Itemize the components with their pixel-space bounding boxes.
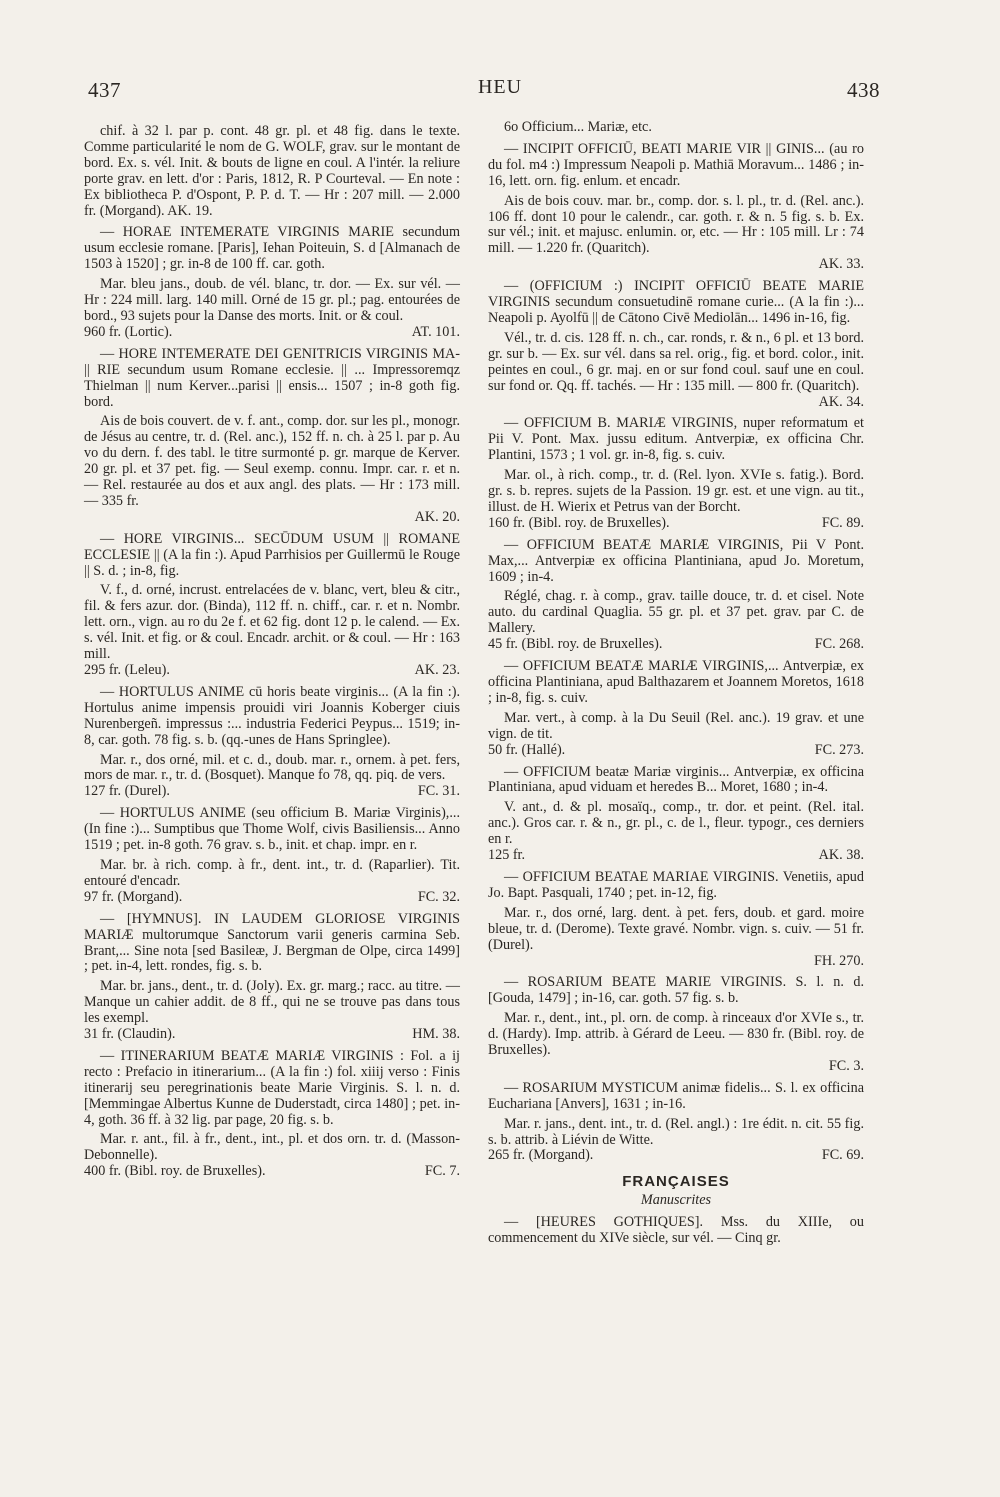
entry-description	[488, 1117, 864, 1149]
entry-price-line	[488, 743, 864, 759]
entry-heading	[84, 532, 460, 580]
entry-heading	[84, 912, 460, 976]
entry-description-text: Mar. br. à rich. comp. à fr., dent. int., tr. d. (Raparlier). Tit. entouré d'encadr.	[84, 856, 460, 889]
catalog-entry	[84, 806, 460, 905]
catalog-entry	[488, 279, 864, 410]
entry-heading	[84, 225, 460, 273]
right-page-number: 438	[847, 78, 880, 102]
entry-description	[84, 414, 460, 509]
entry-description	[84, 583, 460, 663]
entry-heading-text: 6o Officium... Mariæ, etc.	[504, 119, 652, 135]
entry-heading	[488, 416, 864, 464]
entry-description	[84, 979, 460, 1027]
entry-reference: AK. 38.	[818, 847, 864, 864]
entry-heading-text: — ROSARIUM BEATE MARIE VIRGINIS. S. l. n. d. [Gouda, 1479] ; in-16, car. goth. 57 fig. s. b.	[488, 974, 864, 1007]
entry-description	[488, 589, 864, 637]
entry-price-line	[488, 1148, 864, 1164]
entry-description-text: Réglé, chag. r. à comp., grav. taille douce, tr. d. et cisel. Note auto. du cardinal Quaglia. 55 gr. pl. et 37 pet. grav. par C. de Mallery.	[488, 588, 864, 637]
entry-reference: FC. 69.	[821, 1147, 864, 1164]
entry-price-line	[84, 510, 460, 526]
entry-reference: FC. 32.	[417, 888, 460, 905]
catalog-entry	[84, 347, 460, 526]
entry-price-line	[488, 516, 864, 532]
entry-description-text: Mar. vert., à comp. à la Du Seuil (Rel. anc.). 19 grav. et une vign. de tit.	[488, 709, 864, 742]
entry-description-text: Mar. ol., à rich. comp., tr. d. (Rel. lyon. XVIe s. fatig.). Bord. gr. s. b. repres. sujets de la Passion. 19 gr. est. et une vign. au tit., illust. de H. Wierix et Petrus van der Borcht.	[488, 467, 864, 515]
entry-heading-text: — (OFFICIUM :) INCIPIT OFFICIŪ BEATE MARIE VIRGINIS secundum consuetudinē romane curie... (A la fin :)... Neapoli p. Ayolfū || de Cātono Civē Mediolān... 1496 in-16, fig.	[488, 278, 864, 326]
entry-reference: FH. 270.	[813, 952, 864, 969]
entry-reference: FC. 268.	[814, 636, 864, 653]
entry-heading-text: — HORE INTEMERATE DEI GENITRICIS VIRGINIS MA- || RIE secundum usum Romane ecclesie. || ... Impressoremqz Thielman || num Kerver...parisi || ensis... 1507 ; in-8 goth fig. bord.	[84, 345, 460, 410]
entry-description-text: Mar. r., dent., int., pl. orn. de comp. à rinceaux d'or XVIe s., tr. d. (Hardy). Imp. attrib. à Gérard de Leeu. — 830 fr. (Bibl. roy. de Bruxelles).	[488, 1010, 864, 1059]
entry-heading	[84, 1049, 460, 1129]
entry-description-text: Mar. bleu jans., doub. de vél. blanc, tr. dor. — Ex. sur vél. — Hr : 224 mill. larg. 140 mill. Orné de 15 gr. pl.; pag. entourées de bord., 93 sujets pour la Danse des morts. Init. or & coul.	[84, 276, 460, 324]
entry-price: 31 fr. (Claudin).	[84, 1026, 176, 1043]
entry-heading	[84, 685, 460, 749]
entry-heading	[488, 279, 864, 327]
entry-description	[488, 906, 864, 954]
entry-reference: FC. 31.	[417, 783, 460, 800]
entry-description	[488, 711, 864, 743]
entry-description-text: Mar. r. jans., dent. int., tr. d. (Rel. angl.) : 1re édit. n. cit. 55 fig. s. b. attrib. à Liévin de Witte.	[488, 1115, 864, 1148]
entry-description	[84, 753, 460, 785]
entry-price: 45 fr. (Bibl. roy. de Bruxelles).	[488, 636, 663, 653]
entry-price-line	[84, 663, 460, 679]
entry-price	[84, 510, 405, 526]
final-entry-text: — [HEURES GOTHIQUES]. Mss. du XIIIe, ou commencement du XIVe siècle, sur vél. — Cinq gr.	[488, 1214, 864, 1247]
entry-reference: FC. 89.	[821, 514, 864, 531]
final-entry	[488, 1215, 864, 1247]
catalog-entry	[84, 225, 460, 340]
section-subtitle: Manuscrites	[640, 1192, 712, 1209]
entry-description-text: V. ant., d. & pl. mosaïq., comp., tr. dor. et peint. (Rel. ital. anc.). Gros car. r. & n., gr. pl., c. de l., fleur. typogr., ces derniers en r.	[488, 799, 864, 848]
entry-reference: HM. 38.	[412, 1026, 460, 1043]
catalog-entry	[488, 142, 864, 273]
entry-heading	[488, 975, 864, 1007]
entry-description	[488, 194, 864, 258]
entry-price: 295 fr. (Leleu).	[84, 662, 170, 678]
right-entries	[488, 120, 864, 1164]
entry-price-line	[488, 637, 864, 653]
catalog-entry	[488, 659, 864, 758]
entry-reference: AK. 33.	[818, 256, 864, 273]
catalog-entry	[84, 685, 460, 800]
entry-price: 960 fr. (Lortic).	[84, 323, 173, 340]
left-column	[84, 120, 460, 1186]
entry-price: 127 fr. (Durel).	[84, 783, 170, 800]
entry-reference: AT. 101.	[411, 323, 460, 340]
entry-heading-text: — ITINERARIUM BEATÆ MARIÆ VIRGINIS : Fol. a ij recto : Prefacio in itinerarium... (A la fin :) fol. xiiij verso : Finis itinerarij seu peregrinationis beate Marie Virginis. S. l. n. d. [Memmingae Albertus Kunne de Duderstadt, circa 1480] ; pet. in-4, goth. 36 ff. à 32 lig. par page, 20 fig. s. b.	[84, 1047, 460, 1128]
entry-description-text: Mar. r. ant., fil. à fr., dent., int., pl. et dos orn. tr. d. (Masson-Debonnelle).	[84, 1131, 460, 1164]
entry-heading-text: — HORAE INTEMERATE VIRGINIS MARIE secundum usum ecclesie romane. [Paris], Iehan Poiteuin, S. d [Almanach de 1503 à 1520] ; gr. in-8 de 100 ff. car. goth.	[84, 224, 460, 273]
catalog-entry	[488, 975, 864, 1074]
entry-description-text: Mar. r., dos orné, mil. et c. d., doub. mar. r., ornem. à pet. fers, mors de mar. r., tr. d. (Bosquet). Manque fo 78, qq. piq. de vers.	[84, 751, 460, 784]
entry-heading	[488, 870, 864, 902]
entry-description	[488, 468, 864, 516]
entry-heading-text: — [HYMNUS]. IN LAUDEM GLORIOSE VIRGINIS MARIÆ multorumque Sanctorum varii generis carmina Seb. Brant,... Sine nota [sed Basileæ, J. Bergman de Olpe, circa 1499] ; pet. in-4, lett. rondes, fig. s. b.	[84, 910, 460, 975]
entry-price: 50 fr. (Hallé).	[488, 741, 566, 758]
entry-description	[488, 800, 864, 848]
entry-heading	[488, 120, 864, 136]
entry-heading	[488, 538, 864, 586]
entry-heading-text: — OFFICIUM BEATAE MARIAE VIRGINIS. Venetiis, apud Jo. Bapt. Pasquali, 1740 ; pet. in-12, fig.	[488, 868, 864, 901]
entry-heading	[488, 1081, 864, 1113]
entry-price: 160 fr. (Bibl. roy. de Bruxelles).	[488, 514, 670, 531]
entry-description	[84, 277, 460, 325]
catalog-entry	[488, 538, 864, 653]
entry-description-text: Ais de bois couvert. de v. f. ant., comp. dor. sur les pl., monogr. de Jésus au centre, tr. d. (Rel. anc.), 152 ff. n. ch. à 25 l. par p. Au vo du dern. f. des tabl. le titre surmonté p. gr. marque de Kerver. 20 gr. pl. et 37 pet. fig. — Seul exemp. connu. Impr. car. r. et n. — Rel. restaurée au dos et aux angl. des plats. — Hr : 173 mill. — 335 fr.	[84, 413, 460, 509]
entry-price-line	[488, 848, 864, 864]
catalog-entry	[84, 532, 460, 679]
catalog-entry	[84, 1049, 460, 1180]
entry-reference: AK. 34.	[818, 393, 864, 410]
entry-heading-text: — OFFICIUM BEATÆ MARIÆ VIRGINIS, Pii V Pont. Max,... Antverpiæ ex officina Plantiniana, apud Jo. Moretum, 1609 ; in-4.	[488, 536, 864, 585]
entry-heading	[488, 765, 864, 797]
entry-heading	[488, 659, 864, 707]
entry-reference: AK. 23.	[414, 662, 460, 678]
entry-description	[84, 1132, 460, 1164]
entry-price-line	[488, 395, 864, 411]
entry-heading-text: — HORTULUS ANIME (seu officium B. Mariæ Virginis),... (In fine :)... Sumptibus que Thome Wolf, civis Basiliensis... Anno 1519 ; pet. in-8 goth. 76 grav. s. b., init. et chap. impr. en r.	[84, 805, 460, 854]
entry-heading	[84, 347, 460, 411]
section-title: FRANÇAISES	[622, 1173, 730, 1191]
entry-price	[488, 395, 809, 411]
catalog-entry	[84, 912, 460, 1043]
entry-heading-text: — HORTULUS ANIME cū horis beate virginis... (A la fin :). Hortulus anime impensis prouidi viri Joannis Koberger ciuis Nurenbergeñ. impressus :... industria Federici Peypus... 1519; in-8, car. goth. 78 fig. s. b. (qq.-unes de Hans Springlee).	[84, 683, 460, 748]
entry-reference: FC. 7.	[424, 1163, 460, 1180]
entry-price-line	[488, 257, 864, 273]
entry-heading-text: — ROSARIUM MYSTICUM animæ fidelis... S. l. ex officina Eucharianа [Anvers], 1631 ; in-16.	[488, 1079, 864, 1112]
entry-description	[84, 124, 460, 219]
catalog-entry	[488, 416, 864, 531]
entry-heading-text: — HORE VIRGINIS... SECŪDUM USUM || ROMANE ECCLESIE || (A la fin :). Apud Parrhisios per Guillermū le Rouge || S. d. ; in-8, fig.	[84, 530, 460, 579]
entry-description	[84, 858, 460, 890]
entry-price: 125 fr.	[488, 847, 526, 864]
entry-description-text: Mar. br. jans., dent., tr. d. (Joly). Ex. gr. marg.; racc. au titre. — Manque un cahier addit. de 8 ff., qui ne se trouve pas dans tous les exempl.	[84, 978, 460, 1027]
catalog-entry	[488, 1081, 864, 1165]
catalog-entry	[84, 124, 460, 219]
entry-price	[488, 257, 809, 273]
entry-heading	[84, 806, 460, 854]
catalog-entry	[488, 120, 864, 136]
entry-price	[488, 1059, 819, 1075]
running-title: HEU	[477, 76, 523, 98]
entry-price: 97 fr. (Morgand).	[84, 888, 183, 905]
entry-description-text: chif. à 32 l. par p. cont. 48 gr. pl. et 48 fig. dans le texte. Comme particularité le nom de G. WOLF, grav. sur le montant de bord. Ex. s. vél. Init. & bouts de ligne en coul. A l'intér. la reliure porte grav. en lett. d'or : Paris, 1812, R. P Courteval. — En note : Ex bibliotheca P. d'Ospont, P. P. d. T. — Hr : 207 mill. — 2.000 fr. (Morgand). AK. 19.	[84, 123, 460, 219]
entry-price: 265 fr. (Morgand).	[488, 1147, 594, 1164]
entry-price-line	[84, 890, 460, 906]
entry-reference: AK. 20.	[414, 508, 460, 525]
entry-description-text: Vél., tr. d. cis. 128 ff. n. ch., car. ronds, r. & n., 6 pl. et 13 bord. gr. sur b. — Ex. sur vél. dans sa rel. orig., fig. et bord. color., init. peintes en coul., 6 gr. maj. en or sur fond coul. sauf une en coul. sur fond or. Qq. ff. tachés. — Hr : 135 mill. — 800 fr. (Quaritch).	[488, 329, 864, 394]
entry-price-line	[84, 1027, 460, 1043]
entry-price-line	[488, 1059, 864, 1075]
entry-price-line	[84, 784, 460, 800]
entry-price-line	[84, 325, 460, 341]
entry-price	[488, 954, 804, 970]
entry-description-text: Ais de bois couv. mar. br., comp. dor. s. l. pl., tr. d. (Rel. anc.). 106 ff. dont 10 pour le calendr., car. goth. r. & n. 5 fig. s. b. Ex. sur vél.; init. et majusc. enlumin. or, etc. — Hr : 105 mill. Lr : 74 mill. — 1.220 fr. (Quaritch).	[488, 192, 864, 257]
right-column	[488, 120, 864, 1253]
entry-price: 400 fr. (Bibl. roy. de Bruxelles).	[84, 1163, 266, 1180]
entry-price-line	[84, 1164, 460, 1180]
entry-heading-text: — OFFICIUM beatæ Mariæ virginis... Antverpiæ, ex officina Plantiniana, apud viduam et heredes B... Moret, 1680 ; in-4.	[488, 763, 864, 796]
entry-reference: FC. 273.	[814, 741, 864, 758]
entry-heading-text: — OFFICIUM B. MARIÆ VIRGINIS, nuper reformatum et Pii V. Pont. Max. jussu editum. Antverpiæ, ex officina Chr. Plantini, 1573 ; 1 vol. gr. in-8, fig. s. cuiv.	[488, 415, 864, 464]
left-page-number: 437	[88, 78, 121, 102]
entry-heading	[488, 142, 864, 190]
entry-heading-text: — OFFICIUM BEATÆ MARIÆ VIRGINIS,... Antverpiæ, ex officina Plantiniana, apud Balthazarem et Joannem Moretos, 1618 ; in-8, fig. s. cuiv.	[488, 658, 864, 706]
entry-description	[488, 1011, 864, 1059]
entry-reference: FC. 3.	[828, 1057, 864, 1074]
entry-heading-text: — INCIPIT OFFICIŪ, BEATI MARIE VIR || GINIS... (au ro du fol. m4 :) Impressum Neapoli p. Mathiā Moravum... 1486 ; in-16, lett. orn. fig. enlum. et encadr.	[488, 140, 864, 189]
entry-description-text: V. f., d. orné, incrust. entrelacées de v. blanc, vert, bleu & citr., fil. & fers azur. dor. (Binda), 112 ff. n. chiff., car. r. et n. Nombr. lett. orn., vign. au ro du 2e f. et 62 fig. dont 12 p. le calend. — Ex. s. vél. Init. et fig. or & coul. Encadr. archit. or & coul. — Hr : 163 mill.	[84, 582, 460, 663]
entry-description	[488, 331, 864, 395]
catalog-entry	[488, 870, 864, 969]
entry-description-text: Mar. r., dos orné, larg. dent. à pet. fers, doub. et gard. moire bleue, tr. d. (Derome). Texte gravé. Nombr. vign. s. cuiv. — 51 fr. (Durel).	[488, 904, 864, 953]
catalog-entry	[488, 765, 864, 864]
entry-price-line	[488, 954, 864, 970]
